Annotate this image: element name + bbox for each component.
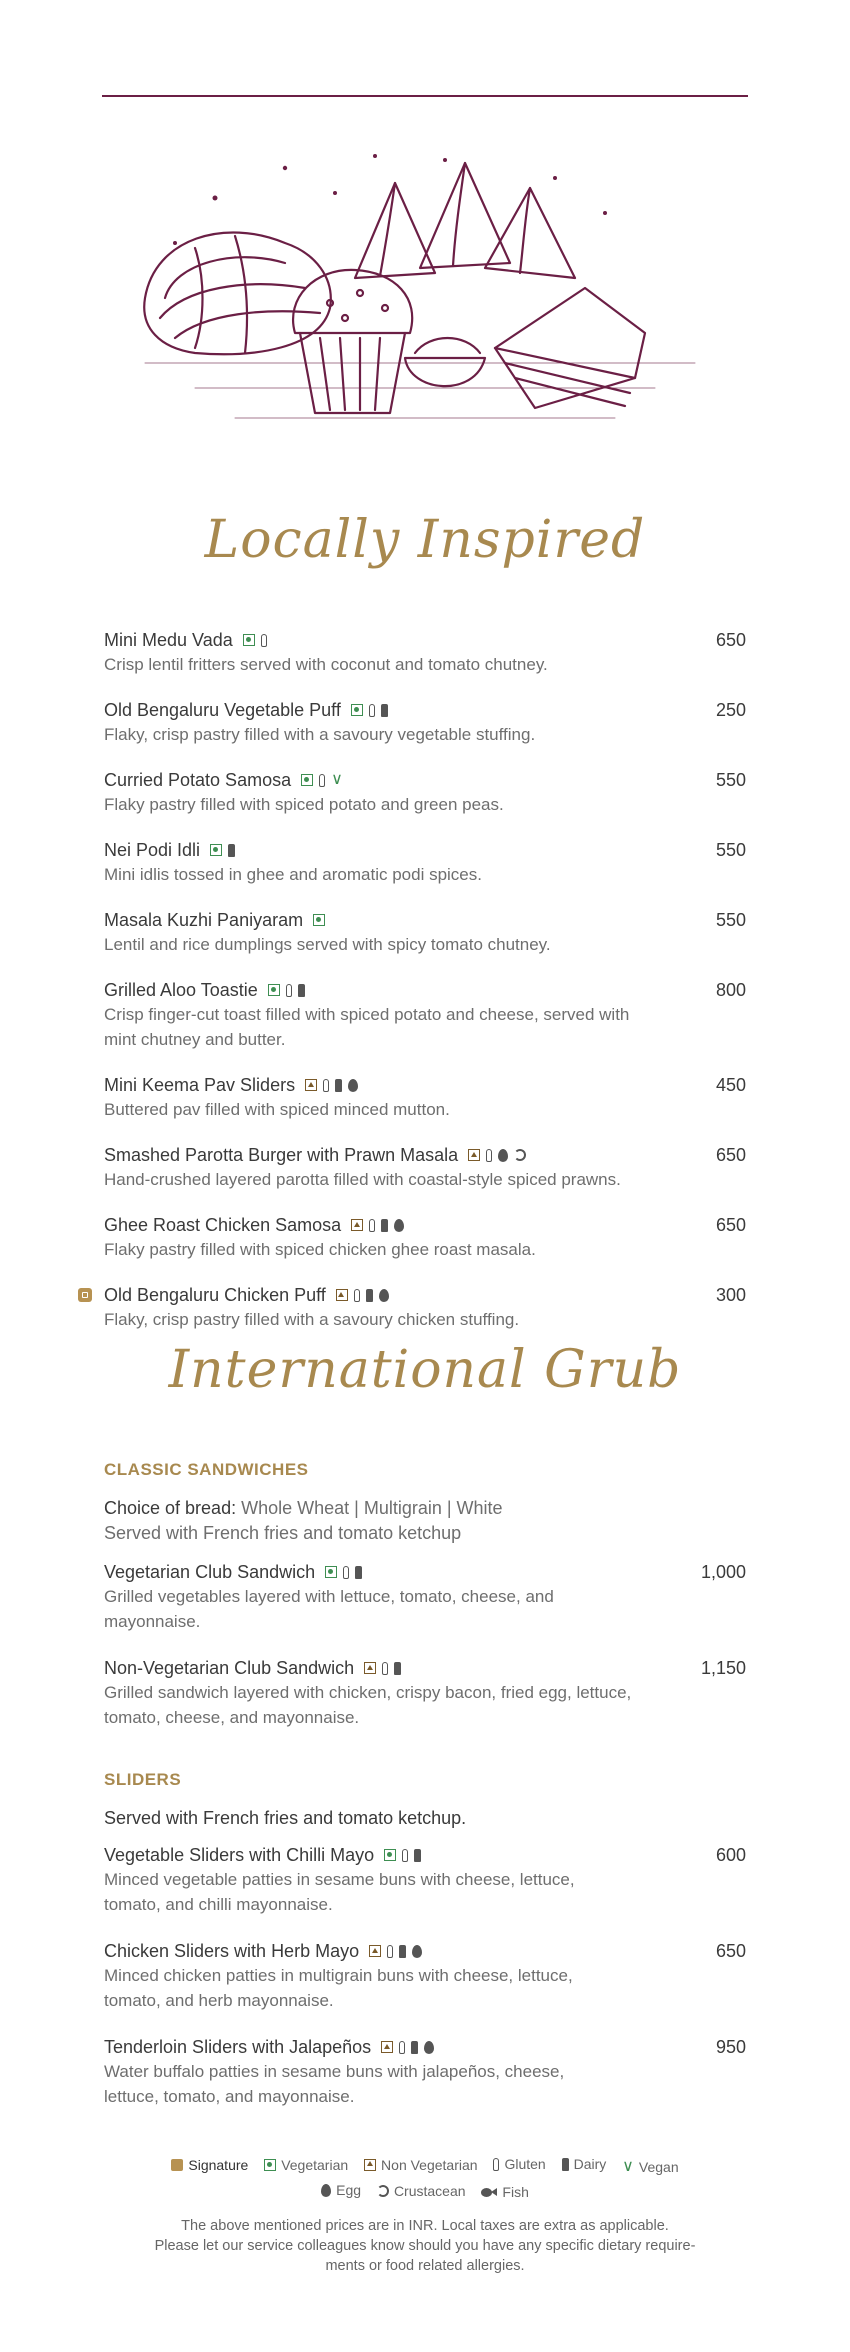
crustacean-icon <box>377 2185 389 2197</box>
dairy-icon <box>381 1219 388 1232</box>
item-price: 550 <box>715 840 746 860</box>
non-veg-mark-icon <box>369 1945 381 1957</box>
dairy-icon <box>355 1566 362 1579</box>
item-name: Non-Vegetarian Club Sandwich <box>104 1657 355 1678</box>
menu-item <box>104 1656 746 1730</box>
item-price: 550 <box>715 910 746 930</box>
item-description: Mini idlis tossed in ghee and aromatic podi spices. <box>104 865 482 884</box>
item-description: Hand-crushed layered parotta filled with coastal-style spiced prawns. <box>104 1170 621 1189</box>
locally-inspired-list <box>104 628 746 1353</box>
item-price: 450 <box>715 1075 746 1095</box>
menu-item <box>104 1143 746 1192</box>
legend-row-1 <box>0 2156 850 2175</box>
veg-mark-icon <box>264 2159 276 2171</box>
gluten-icon <box>319 774 325 787</box>
veg-mark-icon <box>301 774 313 786</box>
legend-label: Gluten <box>504 2156 546 2172</box>
menu-item <box>104 1073 746 1122</box>
dairy-icon <box>228 844 235 857</box>
non-veg-mark-icon <box>364 2159 376 2171</box>
gluten-icon <box>493 2158 499 2171</box>
item-description: Flaky, crisp pastry filled with a savoury vegetable stuffing. <box>104 725 536 744</box>
item-description: Flaky, crisp pastry filled with a savoury chicken stuffing. <box>104 1310 520 1329</box>
dairy-icon <box>394 1662 401 1675</box>
signature-icon <box>171 2159 183 2171</box>
gluten-icon <box>286 984 292 997</box>
item-price: 550 <box>715 770 746 790</box>
veg-mark-icon <box>325 1566 337 1578</box>
item-price: 800 <box>715 980 746 1000</box>
legend-label: Vegetarian <box>281 2156 349 2173</box>
menu-item <box>104 698 746 747</box>
gluten-icon <box>369 704 375 717</box>
non-veg-mark-icon <box>468 1149 480 1161</box>
egg-icon <box>424 2041 434 2054</box>
gluten-icon <box>369 1219 375 1232</box>
subheading-sliders: SLIDERS <box>104 1770 182 1789</box>
menu-item <box>104 1843 746 1917</box>
legend-signature <box>171 2157 248 2173</box>
legend-non-vegetarian <box>364 2157 478 2173</box>
item-name: Chicken Sliders with Herb Mayo <box>104 1940 360 1961</box>
veg-mark-icon <box>243 634 255 646</box>
legend-fish <box>481 2184 528 2200</box>
non-veg-mark-icon <box>381 2041 393 2053</box>
item-price: 650 <box>715 630 746 650</box>
gluten-icon <box>323 1079 329 1092</box>
item-description: Lentil and rice dumplings served with spicy tomato chutney. <box>104 935 551 954</box>
item-description: Flaky pastry filled with spiced chicken ghee roast masala. <box>104 1240 536 1259</box>
section-title-locally-inspired: Locally Inspired <box>204 510 646 570</box>
item-name: Mini Keema Pav Sliders <box>104 1074 296 1095</box>
item-price: 650 <box>715 1941 746 1961</box>
item-name: Mini Medu Vada <box>104 629 233 650</box>
top-rule <box>102 95 748 97</box>
item-name: Vegetarian Club Sandwich <box>104 1561 316 1582</box>
legend-label: Vegan <box>638 2158 679 2175</box>
legend-row-2 <box>0 2182 850 2200</box>
served-with-note: Served with French fries and tomato ketchup <box>104 1523 462 1543</box>
section-title-international-grub: International Grub <box>168 1340 682 1400</box>
menu-item <box>104 1939 746 2013</box>
legend-label: Fish <box>502 2184 529 2200</box>
sliders-served-note: Served with French fries and tomato ketchup. <box>104 1808 467 1828</box>
gluten-icon <box>354 1289 360 1302</box>
fish-icon <box>481 2188 497 2197</box>
legend-gluten <box>493 2156 545 2172</box>
egg-icon <box>498 1149 508 1162</box>
item-name: Old Bengaluru Chicken Puff <box>104 1284 326 1305</box>
signature-icon <box>78 1288 92 1302</box>
non-veg-mark-icon <box>351 1219 363 1231</box>
item-description: Minced vegetable patties in sesame buns with cheese, lettuce, tomato, and chilli mayonnaise. <box>104 1870 575 1914</box>
menu-item <box>104 908 746 957</box>
legend-dairy <box>562 2156 607 2172</box>
menu-item <box>104 1560 746 1634</box>
gluten-icon <box>486 1149 492 1162</box>
gluten-icon <box>261 634 267 647</box>
legend-label: Non Vegetarian <box>381 2156 478 2173</box>
menu-item <box>104 628 746 677</box>
non-veg-mark-icon <box>336 1289 348 1301</box>
gluten-icon <box>399 2041 405 2054</box>
menu-item <box>104 978 746 1052</box>
item-price: 1,150 <box>700 1658 746 1678</box>
non-veg-mark-icon <box>364 1662 376 1674</box>
subheading-classic-sandwiches: CLASSIC SANDWICHES <box>104 1460 309 1479</box>
non-veg-mark-icon <box>305 1079 317 1091</box>
item-name: Curried Potato Samosa <box>104 769 292 790</box>
gluten-icon <box>382 1662 388 1675</box>
legend-egg <box>321 2182 361 2198</box>
item-price: 600 <box>715 1845 746 1865</box>
footer-line: The above mentioned prices are in INR. Local taxes are extra as applicable. <box>181 2218 669 2234</box>
item-name: Grilled Aloo Toastie <box>104 979 258 1000</box>
footer-line: Please let our service colleagues know should you have any specific dietary require- <box>154 2238 696 2254</box>
legend-label: Crustacean <box>393 2182 466 2199</box>
item-description: Crisp finger-cut toast filled with spiced potato and cheese, served with mint chutney and butter. <box>104 1005 630 1049</box>
legend-vegan <box>622 2159 678 2175</box>
item-name: Tenderloin Sliders with Jalapeños <box>104 2036 372 2057</box>
gluten-icon <box>387 1945 393 1958</box>
dairy-icon <box>414 1849 421 1862</box>
menu-item <box>104 2035 746 2109</box>
item-price: 1,000 <box>700 1562 746 1582</box>
item-price: 650 <box>715 1145 746 1165</box>
menu-item <box>104 838 746 887</box>
egg-icon <box>379 1289 389 1302</box>
veg-mark-icon <box>313 914 325 926</box>
vegan-icon: ∨ <box>331 771 343 788</box>
item-description: Crisp lentil fritters served with coconut and tomato chutney. <box>104 655 548 674</box>
item-description: Grilled vegetables layered with lettuce, tomato, cheese, and mayonnaise. <box>104 1587 554 1631</box>
item-price: 250 <box>715 700 746 720</box>
footer-line: ments or food related allergies. <box>325 2258 525 2274</box>
menu-item <box>104 1213 746 1262</box>
pastry-illustration <box>135 148 725 448</box>
item-price: 300 <box>715 1285 746 1305</box>
legend-vegetarian <box>264 2157 348 2173</box>
item-description: Minced chicken patties in multigrain buns with cheese, lettuce, tomato, and herb mayonnaise. <box>104 1966 573 2010</box>
veg-mark-icon <box>351 704 363 716</box>
crustacean-icon <box>514 1149 526 1161</box>
veg-mark-icon <box>210 844 222 856</box>
egg-icon <box>412 1945 422 1958</box>
legend-label: Dairy <box>573 2156 607 2172</box>
egg-icon <box>321 2184 331 2197</box>
legend-label: Signature <box>188 2156 249 2173</box>
item-price: 650 <box>715 1215 746 1235</box>
bread-options: Whole Wheat | Multigrain | White <box>241 1498 503 1518</box>
dairy-icon <box>366 1289 373 1302</box>
sandwich-list <box>104 1560 746 1751</box>
egg-icon <box>348 1079 358 1092</box>
gluten-icon <box>402 1849 408 1862</box>
veg-mark-icon <box>268 984 280 996</box>
bread-note <box>104 1496 503 1546</box>
item-name: Masala Kuzhi Paniyaram <box>104 909 304 930</box>
item-description: Grilled sandwich layered with chicken, crispy bacon, fried egg, lettuce, tomato, cheese, and mayonnaise. <box>104 1683 632 1727</box>
dairy-icon <box>381 704 388 717</box>
sliders-list <box>104 1843 746 2130</box>
dairy-icon <box>399 1945 406 1958</box>
item-description: Water buffalo patties in sesame buns with jalapeños, cheese, lettuce, tomato, and mayonnaise. <box>104 2062 565 2106</box>
dairy-icon <box>298 984 305 997</box>
menu-item <box>104 768 746 817</box>
item-price: 950 <box>715 2037 746 2057</box>
legend-label: Egg <box>336 2182 362 2198</box>
item-name: Vegetable Sliders with Chilli Mayo <box>104 1844 375 1865</box>
vegan-icon: ∨ <box>622 2157 634 2175</box>
footer-note <box>100 2216 750 2276</box>
item-name: Nei Podi Idli <box>104 839 201 860</box>
legend-crustacean <box>377 2183 466 2199</box>
item-description: Flaky pastry filled with spiced potato and green peas. <box>104 795 504 814</box>
egg-icon <box>394 1219 404 1232</box>
item-description: Buttered pav filled with spiced minced mutton. <box>104 1100 450 1119</box>
veg-mark-icon <box>384 1849 396 1861</box>
menu-item <box>104 1283 746 1332</box>
item-name: Old Bengaluru Vegetable Puff <box>104 699 341 720</box>
dairy-icon <box>335 1079 342 1092</box>
dairy-icon <box>562 2158 569 2171</box>
dairy-icon <box>411 2041 418 2054</box>
item-name: Smashed Parotta Burger with Prawn Masala <box>104 1144 459 1165</box>
bread-label: Choice of bread: <box>104 1498 237 1518</box>
gluten-icon <box>343 1566 349 1579</box>
item-name: Ghee Roast Chicken Samosa <box>104 1214 342 1235</box>
